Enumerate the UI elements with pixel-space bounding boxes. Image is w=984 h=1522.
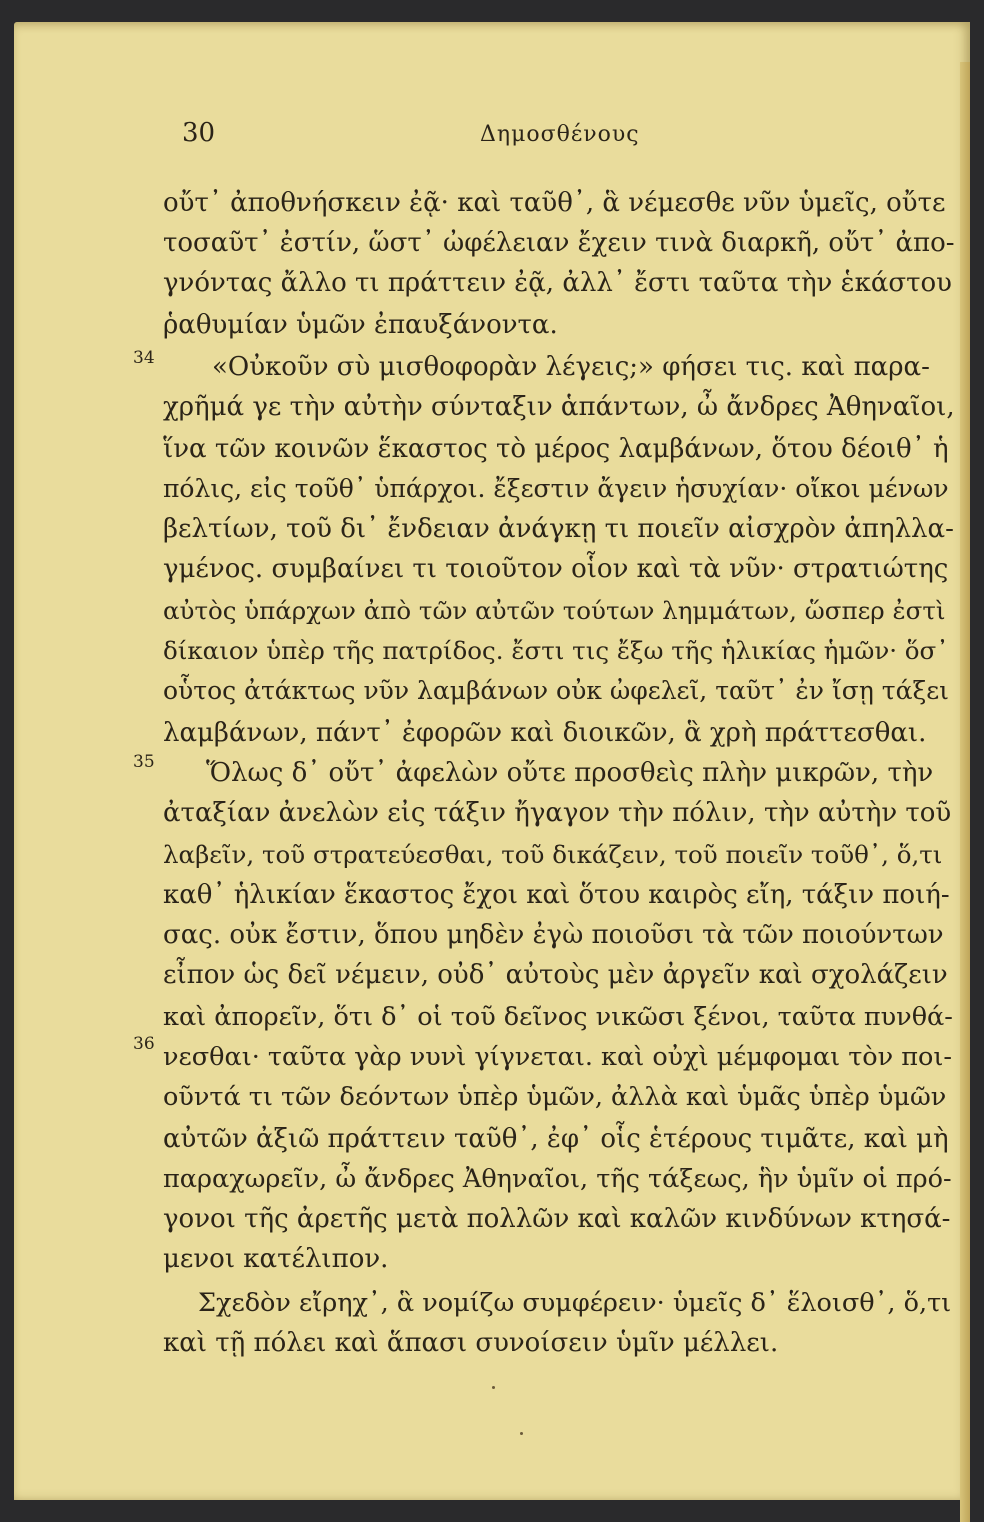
text-line: Ὅλως δ᾽ οὔτ᾽ ἀφελὼν οὔτε προσθεὶς πλὴν μικρῶν, τὴν bbox=[206, 758, 934, 788]
text-line: Σχεδὸν εἴρηχ᾽, ἃ νομίζω συμφέρειν· ὑμεῖς δ᾽ ἕλοισθ᾽, ὅ,τι bbox=[198, 1288, 952, 1318]
text-line: αὐτὸς ὑπάρχων ἀπὸ τῶν αὐτῶν τούτων λημμάτων, ὥσπερ ἐστὶ bbox=[163, 596, 946, 625]
text-line: ἵνα τῶν κοινῶν ἕκαστος τὸ μέρος λαμβάνων, ὅτου δέοιθ᾽ ἡ bbox=[163, 434, 949, 464]
text-line: «Οὐκοῦν σὺ μισθοφορὰν λέγεις;» φήσει τις. καὶ παρα- bbox=[212, 352, 930, 382]
text-line: νεσθαι· ταῦτα γὰρ νυνὶ γίγνεται. καὶ οὐχὶ μέμφομαι τὸν ποι- bbox=[163, 1042, 952, 1072]
text-line: λαβεῖν, τοῦ στρατεύεσθαι, τοῦ δικάζειν, τοῦ ποιεῖν τοῦθ᾽, ὅ,τι bbox=[163, 840, 943, 869]
text-line: γνόντας ἄλλο τι πράττειν ἐᾷ, ἀλλ᾽ ἔστι ταῦτα τὴν ἑκάστου bbox=[163, 268, 952, 298]
text-line: αὐτῶν ἀξιῶ πράττειν ταῦθ᾽, ἐφ᾽ οἷς ἑτέρους τιμᾶτε, καὶ μὴ bbox=[163, 1124, 949, 1154]
text-line: σας. οὐκ ἔστιν, ὅπου μηδὲν ἐγὼ ποιοῦσι τὰ τῶν ποιούντων bbox=[163, 920, 944, 950]
text-line: καὶ τῇ πόλει καὶ ἅπασι συνοίσειν ὑμῖν μέλλει. bbox=[163, 1328, 779, 1358]
paper-speck bbox=[520, 1432, 523, 1435]
text-line: καὶ ἀπορεῖν, ὅτι δ᾽ οἱ τοῦ δεῖνος νικῶσι ξένοι, ταῦτα πυνθά- bbox=[163, 1002, 953, 1032]
text-line: γονοι τῆς ἀρετῆς μετὰ πολλῶν καὶ καλῶν κινδύνων κτησά- bbox=[163, 1204, 951, 1234]
text-line: παραχωρεῖν, ὦ ἄνδρες Ἀθηναῖοι, τῆς τάξεως, ἣν ὑμῖν οἱ πρό- bbox=[163, 1164, 952, 1194]
text-line: λαμβάνων, πάντ᾽ ἐφορῶν καὶ διοικῶν, ἃ χρὴ πράττεσθαι. bbox=[163, 718, 927, 748]
text-line: ἀταξίαν ἀνελὼν εἰς τάξιν ἤγαγον τὴν πόλιν, τὴν αὐτὴν τοῦ bbox=[163, 798, 952, 828]
section-number: 36 bbox=[133, 1034, 155, 1054]
text-line: δίκαιον ὑπὲρ τῆς πατρίδος. ἔστι τις ἔξω τῆς ἡλικίας ἡμῶν· ὅσ᾽ bbox=[163, 636, 949, 665]
text-line: εἶπον ὡς δεῖ νέμειν, οὐδ᾽ αὐτοὺς μὲν ἀργεῖν καὶ σχολάζειν bbox=[163, 960, 948, 990]
section-number: 34 bbox=[133, 348, 155, 368]
text-line: χρῆμά γε τὴν αὐτὴν σύνταξιν ἁπάντων, ὦ ἄνδρες Ἀθηναῖοι, bbox=[163, 392, 955, 422]
text-line: πόλις, εἰς τοῦθ᾽ ὑπάρχοι. ἔξεστιν ἄγειν ἡσυχίαν· οἴκοι μένων bbox=[163, 474, 949, 503]
text-line: οῦντά τι τῶν δεόντων ὑπὲρ ὑμῶν, ἀλλὰ καὶ ὑμᾶς ὑπὲρ ὑμῶν bbox=[163, 1082, 947, 1112]
text-line: μενοι κατέλιπον. bbox=[163, 1244, 389, 1274]
text-line: καθ᾽ ἡλικίαν ἕκαστος ἔχοι καὶ ὅτου καιρὸς εἴη, τάξιν ποιή- bbox=[163, 880, 950, 910]
page-spine-edge bbox=[960, 62, 970, 1522]
text-line: τοσαῦτ᾽ ἐστίν, ὥστ᾽ ὠφέλειαν ἔχειν τινὰ διαρκῆ, οὔτ᾽ ἀπο- bbox=[163, 228, 955, 258]
text-line: οὔτ᾽ ἀποθνήσκειν ἐᾷ· καὶ ταῦθ᾽, ἃ νέμεσθε νῦν ὑμεῖς, οὔτε bbox=[163, 188, 946, 218]
text-line: βελτίων, τοῦ δι᾽ ἔνδειαν ἀνάγκῃ τι ποιεῖν αἰσχρὸν ἀπηλλα- bbox=[163, 514, 954, 544]
paper-speck bbox=[492, 1386, 495, 1389]
text-line: ῥαθυμίαν ὑμῶν ἐπαυξάνοντα. bbox=[163, 310, 558, 340]
text-line: γμένος. συμβαίνει τι τοιοῦτον οἷον καὶ τὰ νῦν· στρατιώτης bbox=[163, 554, 949, 584]
running-title: Δημοσθένους bbox=[480, 122, 640, 147]
section-number: 35 bbox=[133, 752, 155, 772]
page-number: 30 bbox=[182, 118, 216, 148]
text-line: οὗτος ἀτάκτως νῦν λαμβάνων οὐκ ὠφελεῖ, ταῦτ᾽ ἐν ἴσῃ τάξει bbox=[163, 676, 949, 705]
